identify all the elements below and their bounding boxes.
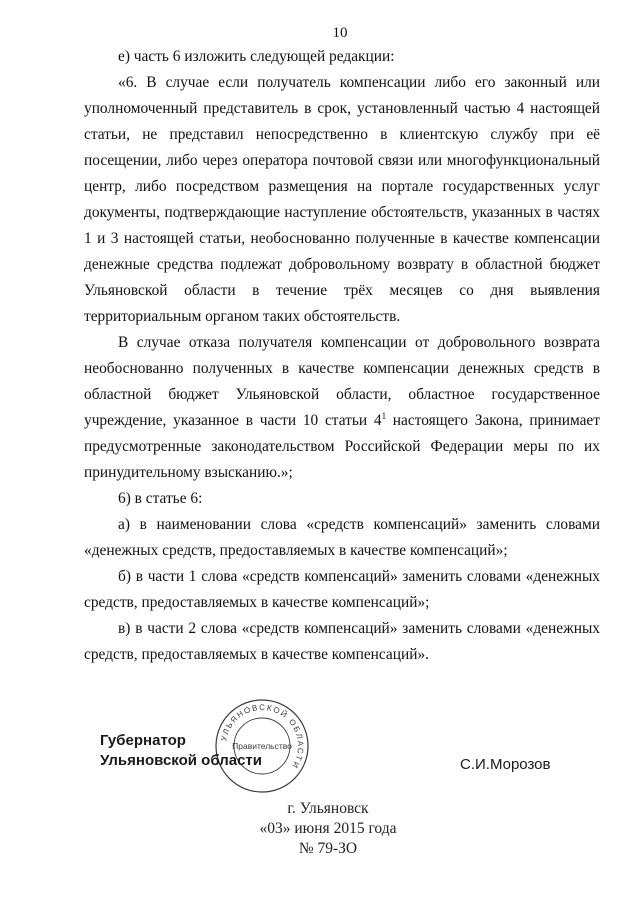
stamp-center-text: Правительство (232, 741, 292, 751)
page-number: 10 (332, 25, 348, 41)
paragraph-item-a: а) в наименовании слова «средств компенсаций» заменить словами «денежных средств, предоставляемых в качестве компенсаций»; (84, 516, 600, 559)
paragraph-item-6: 6) в статье 6: (118, 490, 203, 507)
superscript: 1 (381, 410, 387, 421)
document-footer (0, 799, 640, 859)
stamp-ring-text: УЛЬЯНОВСКОЙ ОБЛАСТИ (219, 702, 306, 771)
signatory-name: С.И.Морозов (460, 756, 551, 773)
paragraph-refusal (84, 330, 600, 486)
footer-city: г. Ульяновск (287, 800, 369, 817)
paragraph-item-b: б) в части 1 слова «средств компенсаций» заменить словами «денежных средств, предоставляемых в качестве компенсаций»; (84, 568, 600, 611)
paragraph-refusal-start: В случае отказа получателя компенсации от добровольного возврата необоснованно полученных в качестве компенсации денежных средств в областной бюджет Ульяновской области, областное государственное учреждение, указанное в части 10 статьи 4 (84, 334, 600, 429)
paragraph-item-v: в) в части 2 слова «средств компенсаций» заменить словами «денежных средств, предоставляемых в качестве компенсаций». (84, 620, 600, 663)
signature-block (100, 731, 610, 791)
footer-date: «03» июня 2015 года (259, 820, 397, 837)
paragraph-item-e: е) часть 6 изложить следующей редакции: (118, 48, 395, 65)
paragraph-part-6-text: «6. В случае если получатель компенсации либо его законный или уполномоченный представитель в срок, установленный частью 4 настоящей статьи, не представил непосредственно в клиентскую службу при её посещении, либо через оператора почтовой связи или многофункциональный центр, либо посредством размещения на портале государственных услуг документы, подтверждающие наступление обстоятельств, указанных в частях 1 и 3 настоящей статьи, необоснованно полученные в качестве компенсации денежные средства подлежат добровольному возврату в областной бюджет Ульяновской области в течение трёх месяцев со дня выявления территориальным органом таких обстоятельств. (84, 74, 600, 325)
signatory-title-line1: Губернатор (100, 732, 186, 749)
footer-number: № 79-ЗО (298, 840, 358, 857)
signatory-title (100, 731, 262, 771)
signatory-title-line2: Ульяновской области (100, 752, 262, 769)
paragraph-refusal-end: настоящего Закона, принимает предусмотренные законодательством Российской Федерации меры по их принудительному взысканию.»; (84, 412, 600, 481)
document-body (84, 44, 600, 668)
